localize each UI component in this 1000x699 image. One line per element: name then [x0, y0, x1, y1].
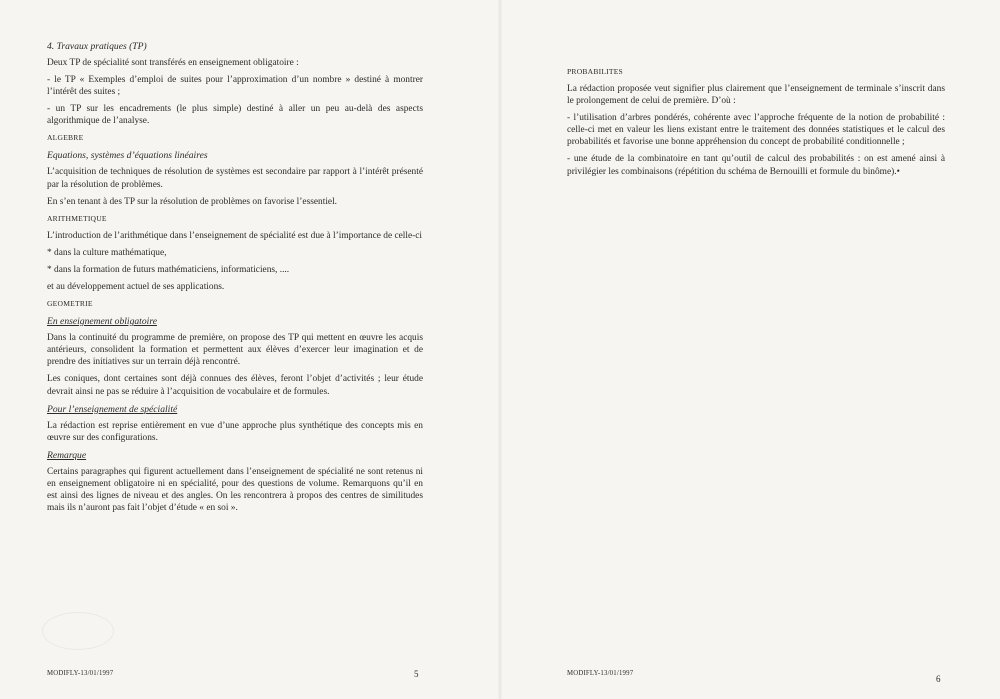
right-page-footer: MODIFLY-13/01/1997: [567, 670, 634, 677]
paragraph: Certains paragraphes qui figurent actuellement dans l’enseignement de spécialité ne sont retenus ni en enseignement obligatoire ni en spécialité, pour des questions de volume. Remarquons qu’il en est ainsi des lignes de niveau et des angles. On les rencontrera à propos des centres de similitudes mais ils n’auront pas fait l’objet d’étude « en soi ».: [47, 466, 423, 514]
paragraph: * dans la culture mathématique,: [47, 247, 167, 258]
paragraph: * dans la formation de futurs mathématiciens, informaticiens, ....: [47, 264, 290, 275]
paragraph: En s’en tenant à des TP sur la résolution de problèmes on favorise l’essentiel.: [47, 196, 338, 207]
paragraph: et au développement actuel de ses applications.: [47, 282, 225, 293]
paragraph: Dans la continuité du programme de première, on propose des TP qui mettent en œuvre les acquis antérieurs, consolident la formation et permettent aux élèves d’exercer leur imagination et de prendre des initiatives sur un terrain déjà rencontré.: [47, 333, 423, 368]
paragraph: - un TP sur les encadrements (le plus simple) destiné à aller un peu au-delà des aspects algorithmique de l’analyse.: [47, 104, 423, 127]
section-heading: Equations, systèmes d’équations linéaires: [47, 150, 208, 162]
paragraph: L’introduction de l’arithmétique dans l’enseignement de spécialité est due à l’importance de celle-ci: [47, 230, 423, 241]
right-page-content: [567, 66, 945, 183]
paragraph: La rédaction est reprise entièrement en vue d’une approche plus synthétique des concepts mis en œuvre sur des configurations.: [47, 420, 423, 443]
subsection-heading: En enseignement obligatoire: [47, 316, 157, 328]
left-page-footer: MODIFLY-13/01/1997: [47, 670, 114, 677]
section-title: PROBABILITES: [567, 67, 623, 76]
left-page-content: [47, 40, 423, 519]
left-page-number: 5: [414, 669, 419, 679]
subsection-heading: Pour l’enseignement de spécialité: [47, 403, 178, 415]
paragraph: - l’utilisation d’arbres pondérés, cohérente avec l’approche fréquente de la notion de probabilité : celle-ci met en valeur les liens existant entre le traitement des données statistiques et le calcul des probabilités et favorise une bonne appréhension du concept de probabilité conditionnelle ;: [567, 113, 945, 148]
paragraph: - une étude de la combinatoire en tant qu’outil de calcul des probabilités : on est amené ainsi à privilégier les combinaisons (répétition du schéma de Bernouilli et formule du binôme).•: [567, 154, 945, 177]
section-title: ARITHMETIQUE: [47, 213, 107, 223]
section-heading: 4. Travaux pratiques (TP): [47, 41, 147, 52]
paragraph: La rédaction proposée veut signifier plus clairement que l’enseignement de terminale s’inscrit dans le prolongement de celui de première. D’où :: [567, 84, 945, 107]
paragraph: L’acquisition de techniques de résolution de systèmes est secondaire par rapport à l’intérêt présenté par la résolution de problèmes.: [47, 167, 423, 190]
section-title: GEOMETRIE: [47, 299, 93, 309]
subsection-heading: Remarque: [47, 449, 87, 461]
faint-stamp-mark: [42, 612, 114, 650]
section-title: ALGEBRE: [47, 133, 84, 143]
right-page-number: 6: [936, 674, 941, 684]
paragraph: Les coniques, dont certaines sont déjà connues des élèves, feront l’objet d’activités ; leur étude devrait ainsi ne pas se réduire à l’acquisition de vocabulaire et de formules.: [47, 374, 423, 397]
paragraph: Deux TP de spécialité sont transférés en enseignement obligatoire :: [47, 58, 299, 68]
right-page: [500, 0, 1000, 699]
paragraph: - le TP « Exemples d’emploi de suites pour l’approximation d’un nombre » destiné à montrer l’intérêt des suites ;: [47, 75, 423, 98]
